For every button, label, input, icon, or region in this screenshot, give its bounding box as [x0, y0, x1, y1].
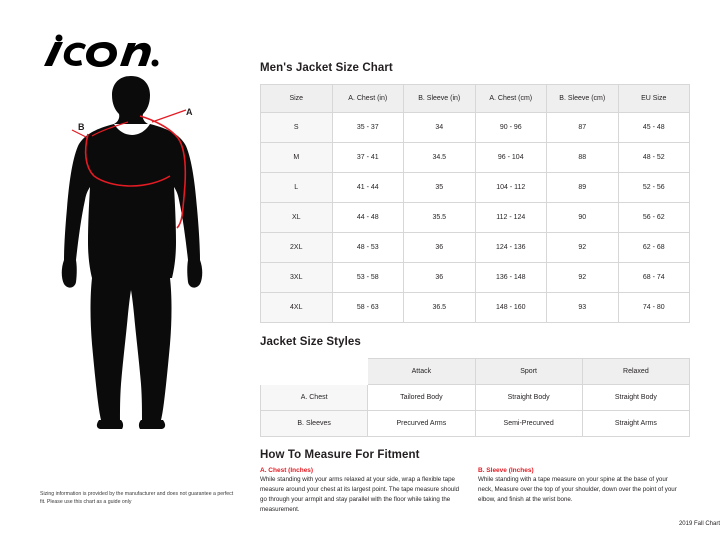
- measure-body-chest: While standing with your arms relaxed at your side, wrap a flexible tape measure around your chest at its largest point. The tape measure should go through your armpit and stay parallel with the floor while taking the measurement.: [260, 476, 460, 513]
- cell-sleeve-cm: 88: [547, 143, 619, 173]
- col-header-chest-cm: A. Chest (cm): [475, 85, 547, 113]
- cell-sleeve-in: 34.5: [404, 143, 476, 173]
- cell-chest-in: 58 - 63: [332, 293, 404, 323]
- row-label-chest: A. Chest: [261, 385, 368, 411]
- measure-item-sleeve: [478, 467, 678, 515]
- cell-size: L: [261, 173, 333, 203]
- cell-sleeve-in: 36: [404, 233, 476, 263]
- cell-sleeve-cm: 92: [547, 263, 619, 293]
- col-header-blank: [261, 359, 368, 385]
- cell-eu-size: 74 - 80: [618, 293, 690, 323]
- table-row: [261, 143, 690, 173]
- measure-item-chest: [260, 467, 460, 515]
- body-measurement-figure: [28, 72, 238, 432]
- cell-eu-size: 68 - 74: [618, 263, 690, 293]
- jacket-styles-title: Jacket Size Styles: [260, 336, 361, 348]
- cell-chest-cm: 124 - 136: [475, 233, 547, 263]
- left-panel: [0, 0, 250, 540]
- measure-heading-chest: A. Chest (Inches): [260, 467, 314, 474]
- cell-attack: Precurved Arms: [368, 411, 475, 437]
- how-to-measure-title: How To Measure For Fitment: [260, 449, 420, 461]
- legend-label-a: A: [186, 107, 193, 117]
- how-to-measure-block: [260, 467, 700, 515]
- col-header-relaxed: Relaxed: [582, 359, 689, 385]
- jacket-styles-table-wrapper: [260, 358, 690, 437]
- col-header-eu-size: EU Size: [618, 85, 690, 113]
- col-header-attack: Attack: [368, 359, 475, 385]
- cell-chest-cm: 90 - 96: [475, 113, 547, 143]
- cell-chest-cm: 148 - 160: [475, 293, 547, 323]
- size-chart-table: [260, 84, 690, 323]
- cell-chest-in: 41 - 44: [332, 173, 404, 203]
- col-header-size: Size: [261, 85, 333, 113]
- cell-size: M: [261, 143, 333, 173]
- icon-logo: [40, 33, 160, 69]
- jacket-styles-table: [260, 358, 690, 437]
- cell-eu-size: 48 - 52: [618, 143, 690, 173]
- cell-chest-cm: 96 - 104: [475, 143, 547, 173]
- table-row: [261, 203, 690, 233]
- col-header-sleeve-in: B. Sleeve (in): [404, 85, 476, 113]
- cell-chest-cm: 136 - 148: [475, 263, 547, 293]
- col-header-sport: Sport: [475, 359, 582, 385]
- cell-chest-cm: 112 - 124: [475, 203, 547, 233]
- cell-eu-size: 56 - 62: [618, 203, 690, 233]
- col-header-sleeve-cm: B. Sleeve (cm): [547, 85, 619, 113]
- cell-attack: Tailored Body: [368, 385, 475, 411]
- table-row: [261, 173, 690, 203]
- cell-sleeve-cm: 87: [547, 113, 619, 143]
- cell-eu-size: 45 - 48: [618, 113, 690, 143]
- table-row: [261, 113, 690, 143]
- table-row: [261, 293, 690, 323]
- cell-chest-in: 37 - 41: [332, 143, 404, 173]
- cell-sleeve-in: 35.5: [404, 203, 476, 233]
- cell-sleeve-in: 34: [404, 113, 476, 143]
- cell-chest-cm: 104 - 112: [475, 173, 547, 203]
- cell-sleeve-cm: 89: [547, 173, 619, 203]
- row-label-sleeves: B. Sleeves: [261, 411, 368, 437]
- cell-chest-in: 53 - 58: [332, 263, 404, 293]
- size-chart-table-wrapper: [260, 84, 690, 323]
- right-panel: [260, 0, 720, 540]
- cell-chest-in: 48 - 53: [332, 233, 404, 263]
- cell-sleeve-cm: 93: [547, 293, 619, 323]
- table-row: [261, 233, 690, 263]
- cell-size: XL: [261, 203, 333, 233]
- cell-chest-in: 44 - 48: [332, 203, 404, 233]
- measure-heading-sleeve: B. Sleeve (Inches): [478, 467, 534, 474]
- cell-eu-size: 52 - 56: [618, 173, 690, 203]
- table-row: [261, 411, 690, 437]
- cell-sport: Semi-Precurved: [475, 411, 582, 437]
- cell-eu-size: 62 - 68: [618, 233, 690, 263]
- cell-sport: Straight Body: [475, 385, 582, 411]
- cell-size: S: [261, 113, 333, 143]
- cell-size: 4XL: [261, 293, 333, 323]
- cell-size: 2XL: [261, 233, 333, 263]
- legend-label-b: B: [78, 122, 85, 132]
- cell-sleeve-in: 35: [404, 173, 476, 203]
- cell-sleeve-cm: 90: [547, 203, 619, 233]
- cell-size: 3XL: [261, 263, 333, 293]
- cell-sleeve-cm: 92: [547, 233, 619, 263]
- size-chart-title: Men's Jacket Size Chart: [260, 62, 393, 74]
- footer-chart-version: 2019 Fall Chart: [678, 521, 720, 527]
- col-header-chest-in: A. Chest (in): [332, 85, 404, 113]
- cell-relaxed: Straight Arms: [582, 411, 689, 437]
- cell-chest-in: 35 - 37: [332, 113, 404, 143]
- table-header-row: [261, 359, 690, 385]
- cell-sleeve-in: 36: [404, 263, 476, 293]
- table-header-row: [261, 85, 690, 113]
- cell-relaxed: Straight Body: [582, 385, 689, 411]
- table-row: [261, 263, 690, 293]
- table-row: [261, 385, 690, 411]
- cell-sleeve-in: 36.5: [404, 293, 476, 323]
- sizing-disclaimer: Sizing information is provided by the manufacturer and does not guarantee a perfect fit. Please use this chart as a guide only: [40, 491, 234, 506]
- measure-body-sleeve: While standing with a tape measure on your spine at the base of your neck, Measure over the top of your shoulder, down over the point of your elbow, and finish at the wrist bone.: [478, 476, 677, 503]
